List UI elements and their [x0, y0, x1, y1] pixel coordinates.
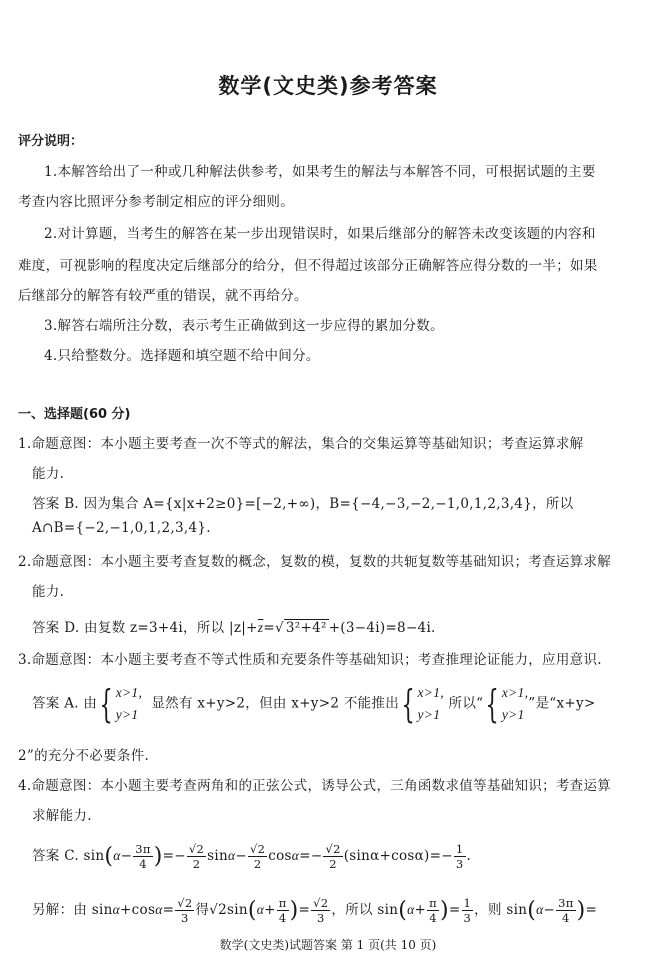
q3-intent: 3.命题意图：本小题主要考查不等式性质和充要条件等基础知识；考查推理论证能力，应用意识.	[18, 652, 602, 668]
scoring-line: 2.对计算题，当考生的解答在某一步出现错误时，如果后继部分的解答未改变该题的内容和	[44, 226, 596, 242]
q2-intent-cont: 能力.	[32, 584, 65, 600]
section-heading: 一、选择题(60 分)	[18, 407, 131, 422]
q4-answer: 答案 C. sin(α− $\frac{3\pi}{4}$ )=− $\frac{√2}{2}$ sinα− $\frac{√2}{2}$ cosα=− $\frac{√2}{2}$ (sinα+cosα)=− $\frac{1}{3}$ .	[32, 842, 472, 871]
q4-intent-cont: 求解能力.	[32, 808, 92, 824]
scoring-line: 3.解答右端所注分数，表示考生正确做到这一步应得的累加分数。	[44, 318, 444, 334]
page-title: 数学(文史类)参考答案	[218, 74, 438, 98]
q1-answer: 答案 B. 因为集合 A={x|x+2≥0}=[−2,+∞)，B={−4,−3,−2,−1,0,1,2,3,4}，所以	[32, 496, 574, 512]
q3-answer: 答案 A. 由{ x>1, y>1 显然有 x+y>2，但由 x+y>2 不能推出{ x>1, y>1 所以“{ x>1, y>1”是“x+y>	[32, 682, 596, 726]
scoring-line: 1.本解答给出了一种或几种解法供参考，如果考生的解法与本解答不同，可根据试题的主要	[44, 164, 596, 180]
scoring-line: 4.只给整数分。选择题和填空题不给中间分。	[44, 348, 320, 364]
scoring-line: 后继部分的解答有较严重的错误，就不再给分。	[18, 288, 308, 304]
page-footer: 数学(文史类)试题答案 第 1 页(共 10 页)	[219, 938, 437, 952]
q4-alt-solution: 另解：由 sinα+cosα= $\frac{√2}{3}$ 得√2sin(α+ $\frac{\pi}{4}$ )= $\frac{√2}{3}$ ，所以 sin(α+ $\frac{\pi}{4}$ )= $\frac{1}{3}$ ，则 sin(α− $\frac{3\pi}{4}$ )=	[32, 896, 598, 925]
scoring-line: 考查内容比照评分参考制定相应的评分细则。	[18, 194, 294, 210]
q3-answer-cont: 2”的充分不必要条件.	[18, 748, 150, 764]
q1-answer-cont: A∩B={−2,−1,0,1,2,3,4}.	[32, 520, 211, 536]
scoring-line: 难度，可视影响的程度决定后继部分的给分，但不得超过该部分正确解答应得分数的一半；如果	[18, 258, 598, 274]
q1-intent: 1.命题意图：本小题主要考查一次不等式的解法，集合的交集运算等基础知识；考查运算求解	[18, 436, 584, 452]
q1-intent-cont: 能力.	[32, 466, 65, 482]
q4-intent: 4.命题意图：本小题主要考查两角和的正弦公式，诱导公式，三角函数求值等基础知识；考查运算	[18, 778, 612, 794]
q2-intent: 2.命题意图：本小题主要考查复数的概念，复数的模，复数的共轭复数等基础知识；考查运算求解	[18, 554, 612, 570]
q2-answer: 答案 D. 由复数 z=3+4i，所以 $|z|+\overline{z}=√$ 3²+4² +(3−4i)=8−4i.	[32, 620, 436, 636]
scoring-heading: 评分说明：	[18, 134, 84, 149]
